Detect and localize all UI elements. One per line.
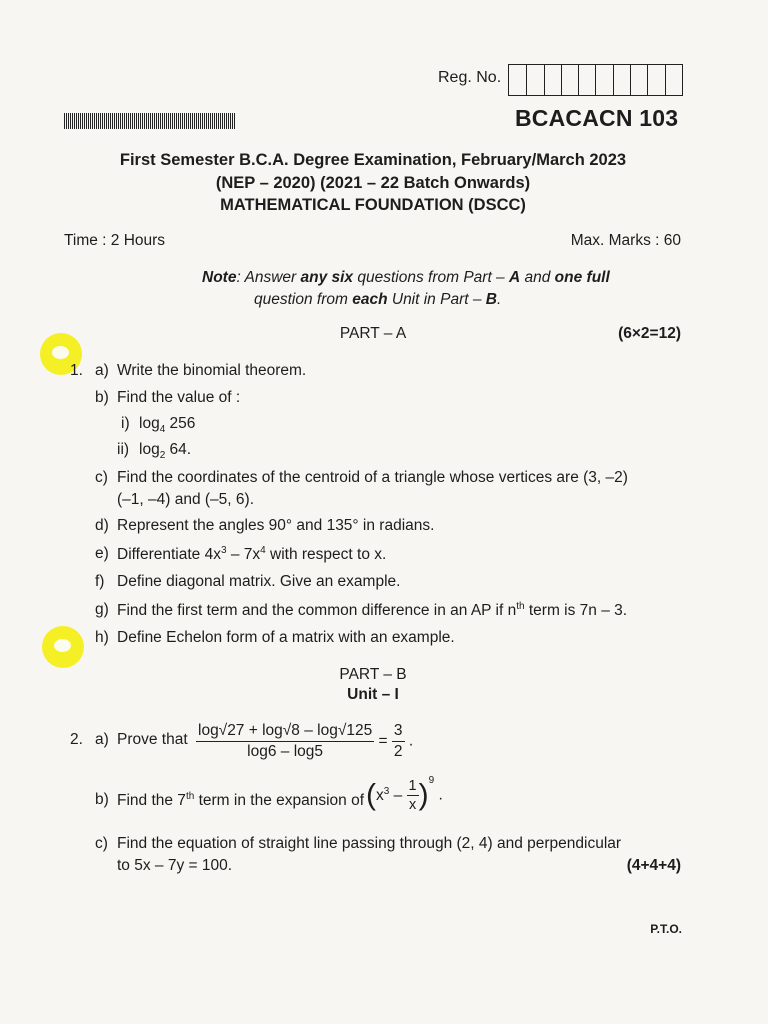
instructions-note [202, 267, 672, 311]
fraction-denominator: x [408, 797, 417, 813]
note-emphasis: one full [554, 269, 610, 286]
note-text: questions from Part – [353, 269, 509, 286]
reg-box [665, 65, 682, 95]
log-base: 4 [159, 424, 166, 436]
fraction-denominator: log6 – log5 [247, 743, 324, 760]
note-text: Unit in Part – [387, 291, 486, 308]
question-text: Find the equation of straight line passing through (2, 4) and perpendicular [117, 835, 622, 852]
reg-box [561, 65, 578, 95]
note-emphasis: any six [300, 269, 354, 286]
reg-box [613, 65, 630, 95]
paper-code: BCACACN 103 [515, 105, 679, 131]
exponent: 3 [220, 545, 227, 556]
note-emphasis: B [485, 291, 497, 308]
item-label: h) [95, 629, 109, 646]
exponent: 9 [428, 775, 435, 787]
question-text: Define diagonal matrix. Give an example. [117, 573, 401, 590]
expr-part: term in the expansion of [194, 792, 365, 810]
unit-heading: Unit – I [347, 686, 399, 703]
question-text [117, 791, 364, 810]
item-label: e) [95, 545, 109, 562]
log-argument: 64. [165, 441, 192, 458]
fraction [392, 722, 405, 761]
reg-no-label: Reg. No. [438, 69, 502, 86]
highlight-dot [42, 626, 84, 668]
question-number: 2. [70, 731, 83, 748]
item-label: g) [95, 601, 109, 618]
item-label: b) [95, 389, 109, 406]
log-argument: 256 [165, 415, 196, 432]
reg-box [595, 65, 612, 95]
note-label: Note [202, 269, 237, 286]
note-emphasis: A [508, 269, 521, 286]
barcode [64, 113, 236, 129]
question-marks: (4+4+4) [626, 857, 681, 874]
question-text: Represent the angles 90° and 135° in radians. [117, 517, 435, 534]
fraction-numerator: 1 [408, 778, 417, 794]
sub-item-label: i) [121, 415, 130, 432]
expr-part: Find the 7 [117, 792, 186, 810]
item-label: c) [95, 835, 108, 852]
exponent: 4 [260, 545, 266, 556]
max-marks: Max. Marks : 60 [570, 232, 681, 249]
reg-box [630, 65, 647, 95]
note-text: and [520, 269, 555, 286]
page-turn-indicator: P.T.O. [650, 922, 682, 936]
question-text [117, 545, 386, 564]
expr-part: – 7x [226, 546, 261, 564]
fraction-numerator: 3 [392, 722, 405, 742]
minus-sign: – [389, 787, 407, 805]
sub-item-label: ii) [117, 441, 130, 458]
reg-box [544, 65, 561, 95]
exam-title-line2: (NEP – 2020) (2021 – 22 Batch Onwards) [215, 174, 531, 192]
expr-part: with respect to x. [265, 546, 387, 564]
note-emphasis: each [352, 291, 388, 308]
reg-box [578, 65, 595, 95]
log-expression [139, 415, 195, 435]
note-text: . [496, 291, 502, 308]
log-text: log [139, 415, 160, 432]
close-paren: ) [418, 778, 429, 812]
item-label: a) [95, 362, 109, 379]
open-paren: ( [366, 778, 376, 812]
exam-subject: MATHEMATICAL FOUNDATION (DSCC) [220, 196, 526, 214]
reg-box [509, 65, 526, 95]
part-b-heading: PART – B [339, 666, 407, 683]
superscript: th [185, 791, 195, 802]
exam-title-line1: First Semester B.C.A. Degree Examination, February/March 2023 [119, 151, 627, 169]
equals-sign: = [378, 732, 388, 750]
question-number: 1. [70, 362, 83, 379]
log-text: log [139, 441, 160, 458]
item-label: c) [95, 469, 108, 486]
question-text: Find the coordinates of the centroid of a triangle whose vertices are (3, –2) [117, 469, 628, 486]
question-text: Define Echelon form of a matrix with an example. [117, 629, 455, 646]
exponent: 3 [383, 785, 390, 797]
expr-part: term is 7n – 3. [524, 602, 628, 620]
reg-box [526, 65, 543, 95]
question-text: Prove that [117, 731, 188, 748]
reg-no-boxes [508, 64, 683, 96]
fraction-numerator: log√27 + log√8 – log√125 [196, 722, 374, 742]
log-base: 2 [159, 450, 166, 462]
expr-part: Find the first term and the common difference in an AP if n [117, 602, 517, 620]
expr-part: Differentiate 4x [117, 546, 221, 564]
item-label: b) [95, 791, 109, 808]
item-label: d) [95, 517, 109, 534]
question-text [117, 601, 627, 620]
part-a-marks: (6×2=12) [618, 325, 681, 342]
period: . [408, 732, 414, 750]
question-text: to 5x – 7y = 100. [117, 857, 233, 874]
question-text: Write the binomial theorem. [117, 362, 307, 379]
item-label: a) [95, 731, 109, 748]
time-allowed: Time : 2 Hours [64, 232, 166, 249]
note-text: question from [254, 291, 353, 308]
variable: x [376, 787, 384, 805]
note-text: : Answer [236, 269, 301, 286]
fraction-denominator: 2 [393, 743, 403, 760]
part-a-heading: PART – A [339, 325, 407, 342]
superscript: th [516, 601, 525, 612]
reg-box [647, 65, 664, 95]
question-text: (–1, –4) and (–5, 6). [117, 491, 254, 508]
period: . [438, 786, 443, 804]
log-expression [139, 441, 191, 461]
expr-part [376, 787, 407, 804]
fraction [407, 778, 419, 813]
fraction [196, 722, 374, 761]
question-text: Find the value of : [117, 389, 241, 406]
binomial-expression [366, 775, 443, 813]
item-label: f) [95, 573, 105, 590]
log-fraction [196, 722, 413, 761]
